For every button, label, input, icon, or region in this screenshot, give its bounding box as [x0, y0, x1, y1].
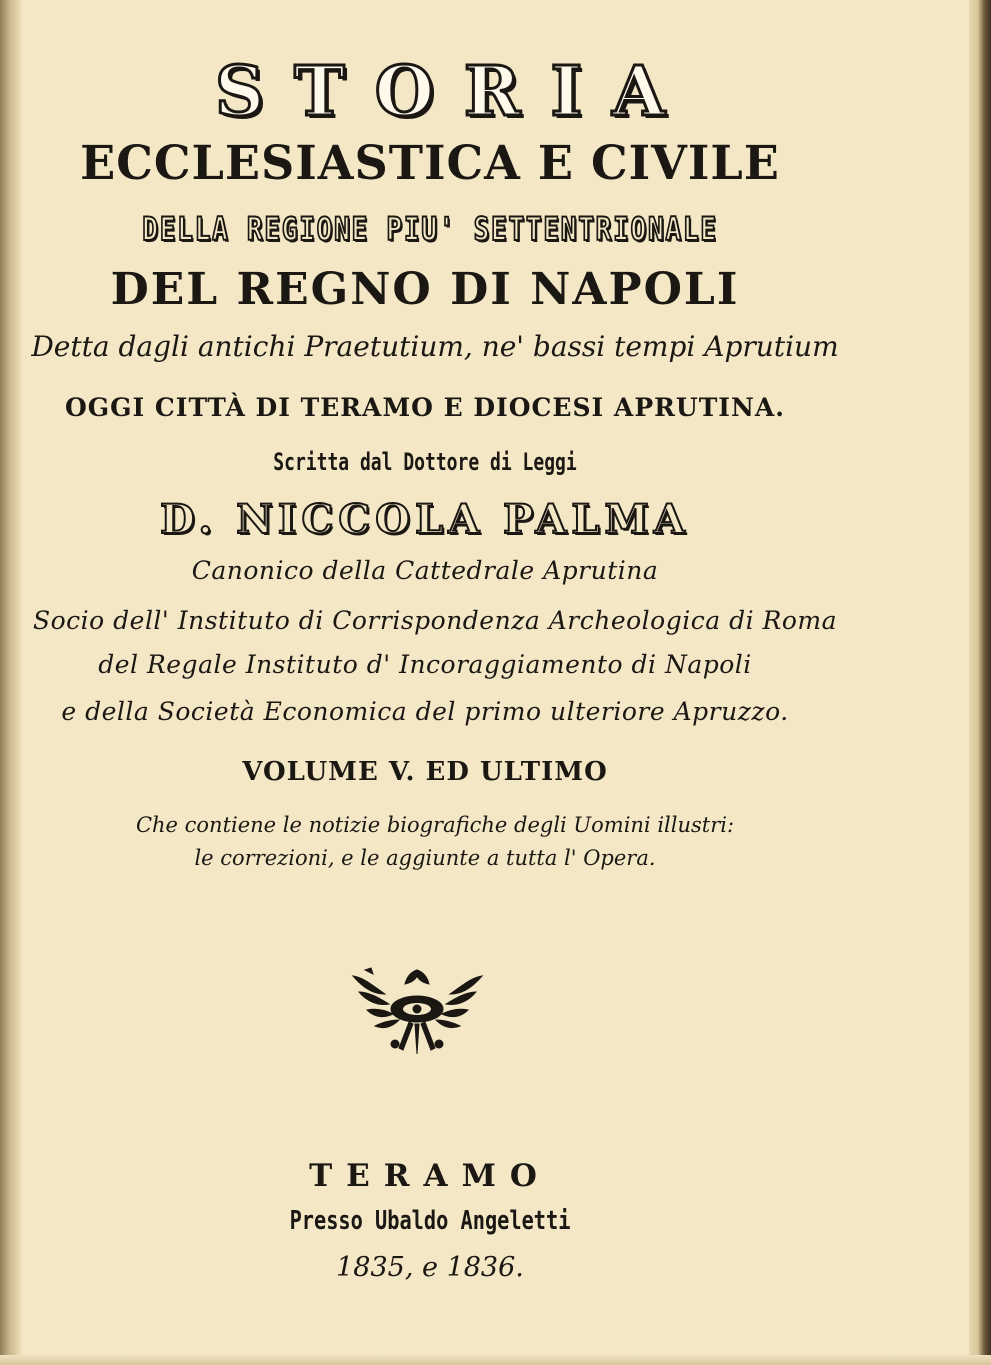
contents-line-1: Che contiene le notizie biografiche degli Uomini illustri: [135, 813, 735, 837]
contents-line-2: le correzioni, e le aggiunte a tutta l' Opera. [194, 846, 656, 870]
volume-line: VOLUME V. ED ULTIMO [242, 757, 608, 787]
written-by-line: Scritta dal Dottore di Leggi [273, 448, 577, 476]
page-edge [969, 0, 991, 1365]
ancient-names-line: Detta dagli antichi Praetutium, ne' bassi tempi Aprutium [31, 330, 839, 363]
book-title: STORIA [214, 52, 696, 132]
credential-line: e della Società Economica del primo ulteriore Apruzzo. [61, 697, 789, 726]
subtitle-regione: DELLA REGIONE PIU' SETTENTRIONALE [142, 210, 718, 248]
credential-line: Socio dell' Instituto di Corrispondenza Archeologica di Roma [32, 606, 838, 635]
credential-line: del Regale Instituto d' Incoraggiamento di Napoli [98, 650, 752, 679]
modern-name-line: OGGI CITTÀ DI TERAMO E DIOCESI APRUTINA. [65, 393, 785, 422]
floral-vignette-icon [345, 964, 490, 1056]
subtitle-regno: DEL REGNO DI NAPOLI [110, 264, 740, 315]
publication-place: TERAMO [309, 1158, 551, 1194]
subtitle-ecclesiastica: ECCLESIASTICA E CIVILE [80, 136, 780, 191]
author-name: D. NICCOLA PALMA [160, 496, 690, 543]
credential-line: Canonico della Cattedrale Aprutina [191, 556, 659, 585]
publication-years: 1835, e 1836. [336, 1252, 524, 1283]
printer-line: Presso Ubaldo Angeletti [289, 1206, 571, 1236]
page-bottom-edge [0, 1355, 991, 1365]
